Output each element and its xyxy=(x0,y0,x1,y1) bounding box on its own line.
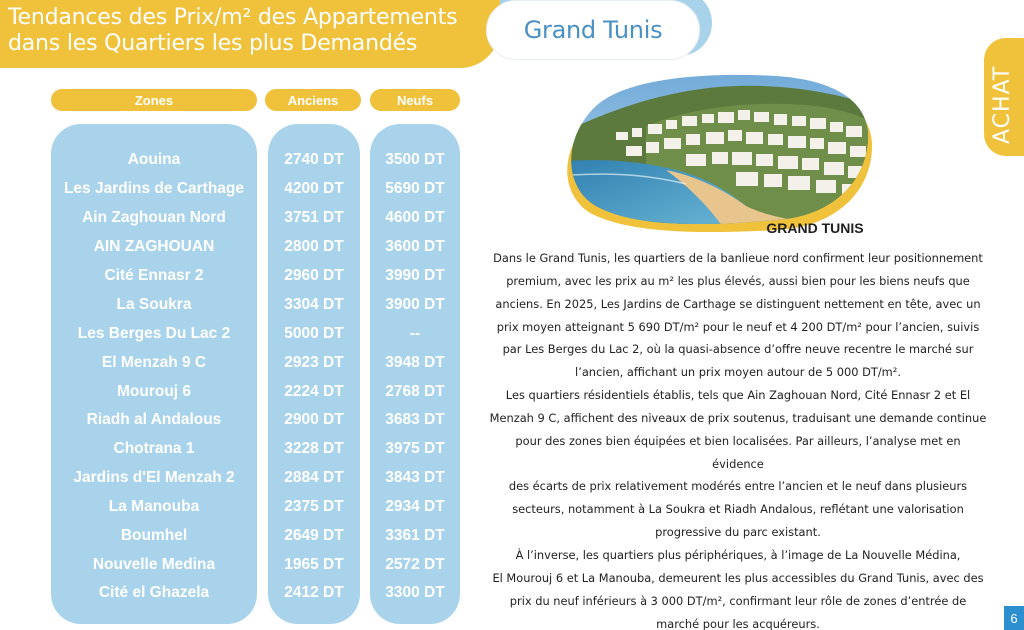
neufs-cell: -- xyxy=(409,325,421,342)
paragraph-line: par Les Berges du Lac 2, où la quasi-absence d’offre neuve recentre le marché sur xyxy=(502,342,974,357)
neufs-header-label: Neufs xyxy=(396,92,434,108)
zone-cell: Jardins d'El Menzah 2 xyxy=(73,469,235,486)
anciens-cell: 2800 DT xyxy=(284,238,344,255)
paragraph-line: Les quartiers résidentiels établis, tels que Ain Zaghouan Nord, Cité Ennasr 2 et El xyxy=(505,388,971,403)
zone-cell: La Soukra xyxy=(116,296,192,313)
paragraph-line: marché pour les acquéreurs. xyxy=(656,616,820,630)
coastal-town-photo xyxy=(556,66,874,232)
zone-cell: Chotrana 1 xyxy=(113,440,195,457)
anciens-header-label: Anciens xyxy=(287,92,339,108)
neufs-cell: 3300 DT xyxy=(385,584,445,601)
anciens-cell: 2923 DT xyxy=(284,354,344,371)
paragraph-line: Dans le Grand Tunis, les quartiers de la banlieue nord confirment leur positionnement xyxy=(493,251,983,265)
paragraph-line: secteurs, notamment à La Soukra et Riadh Andalous, reflétant une valorisation xyxy=(512,502,964,517)
neufs-cell: 2768 DT xyxy=(385,383,445,400)
zone-cell: Cité el Ghazela xyxy=(98,584,210,601)
zone-cell: Mourouj 6 xyxy=(116,383,192,400)
region-badge xyxy=(486,0,700,60)
anciens-cell: 2900 DT xyxy=(284,411,344,428)
body-text xyxy=(488,247,988,630)
neufs-cell: 3843 DT xyxy=(385,469,445,486)
paragraph-line: progressive du parc existant. xyxy=(655,525,821,540)
anciens-cell: 2960 DT xyxy=(284,267,344,284)
neufs-cell: 3948 DT xyxy=(385,354,445,371)
anciens-cell: 3304 DT xyxy=(284,296,344,313)
anciens-cell: 4200 DT xyxy=(284,180,344,197)
anciens-cell: 3751 DT xyxy=(284,209,344,226)
neufs-column-header xyxy=(370,89,460,111)
neufs-cell: 5690 DT xyxy=(385,180,445,197)
anciens-cell: 1965 DT xyxy=(284,556,344,573)
paragraph-line: prix du neuf inférieurs à 3 000 DT/m², confirmant leur rôle de zones d’entrée de xyxy=(509,593,967,608)
anciens-cell: 2649 DT xyxy=(284,527,344,544)
paragraph-line: À l’inverse, les quartiers plus périphériques, à l’image de La Nouvelle Médina, xyxy=(515,547,961,562)
page-number: 6 xyxy=(1004,606,1024,630)
zone-cell: La Manouba xyxy=(108,498,200,515)
neufs-cell: 2572 DT xyxy=(385,556,445,573)
paragraph-line: des écarts de prix relativement modérés entre l’ancien et le neuf dans plusieurs xyxy=(508,479,968,494)
section-title: GRAND TUNIS xyxy=(766,220,864,236)
anciens-cell: 3228 DT xyxy=(284,440,344,457)
zone-cell: Les Jardins de Carthage xyxy=(63,180,245,197)
zone-cell: Cité Ennasr 2 xyxy=(104,267,204,284)
paragraph-line: anciens. En 2025, Les Jardins de Carthage se distinguent nettement en tête, avec un xyxy=(495,296,981,311)
neufs-cell: 3500 DT xyxy=(385,151,445,168)
zone-cell: Ain Zaghouan Nord xyxy=(82,209,226,226)
achat-label: ACHAT xyxy=(990,65,1015,144)
anciens-cell: 2412 DT xyxy=(284,584,344,601)
anciens-column-header xyxy=(265,89,361,111)
page-title xyxy=(8,5,498,57)
neufs-cell: 4600 DT xyxy=(385,209,445,226)
paragraph-line: prix moyen atteignant 5 690 DT/m² pour le neuf et 4 200 DT/m² pour l’ancien, suivis xyxy=(496,319,980,334)
zone-cell: Boumhel xyxy=(120,527,188,544)
zone-cell: Les Berges Du Lac 2 xyxy=(77,325,231,342)
neufs-cell: 3600 DT xyxy=(385,238,445,255)
zone-cell: Aouina xyxy=(127,151,181,168)
anciens-cell: 2884 DT xyxy=(284,469,344,486)
neufs-cell: 2934 DT xyxy=(385,498,445,515)
zones-header-label: Zones xyxy=(134,92,174,108)
achat-side-tab xyxy=(984,38,1024,156)
zones-column-header xyxy=(51,89,257,111)
page-title-line-2: dans les Quartiers les plus Demandés xyxy=(8,31,418,56)
region-label: Grand Tunis xyxy=(523,16,663,44)
zone-cell: AIN ZAGHOUAN xyxy=(93,238,215,255)
neufs-cell: 3361 DT xyxy=(385,527,445,544)
paragraph-line: El Mourouj 6 et La Manouba, demeurent les plus accessibles du Grand Tunis, avec des xyxy=(492,570,984,585)
neufs-cell: 3975 DT xyxy=(385,440,445,457)
neufs-cell: 3990 DT xyxy=(385,267,445,284)
paragraph-line: premium, avec les prix au m² les plus élevés, aussi bien pour les biens neufs que xyxy=(506,273,970,288)
zone-cell: El Menzah 9 C xyxy=(101,354,207,371)
neufs-cell: 3683 DT xyxy=(385,411,445,428)
zone-cell: Riadh al Andalous xyxy=(86,411,222,428)
zone-cell: Nouvelle Medina xyxy=(92,556,216,573)
page-title-line-1: Tendances des Prix/m² des Appartements xyxy=(8,5,458,30)
anciens-cell: 2740 DT xyxy=(284,151,344,168)
neufs-cell: 3900 DT xyxy=(385,296,445,313)
paragraph-line: Menzah 9 C, affichent des niveaux de prix soutenus, traduisant une demande continue xyxy=(489,410,987,425)
paragraph-line: l’ancien, affichant un prix moyen autour de 5 000 DT/m². xyxy=(575,365,901,380)
anciens-cell: 2375 DT xyxy=(284,498,344,515)
anciens-cell: 5000 DT xyxy=(284,325,344,342)
anciens-cell: 2224 DT xyxy=(284,383,344,400)
paragraph-line: pour des zones bien équipées et bien localisées. Par ailleurs, l’analyse met en évidence xyxy=(515,433,961,471)
